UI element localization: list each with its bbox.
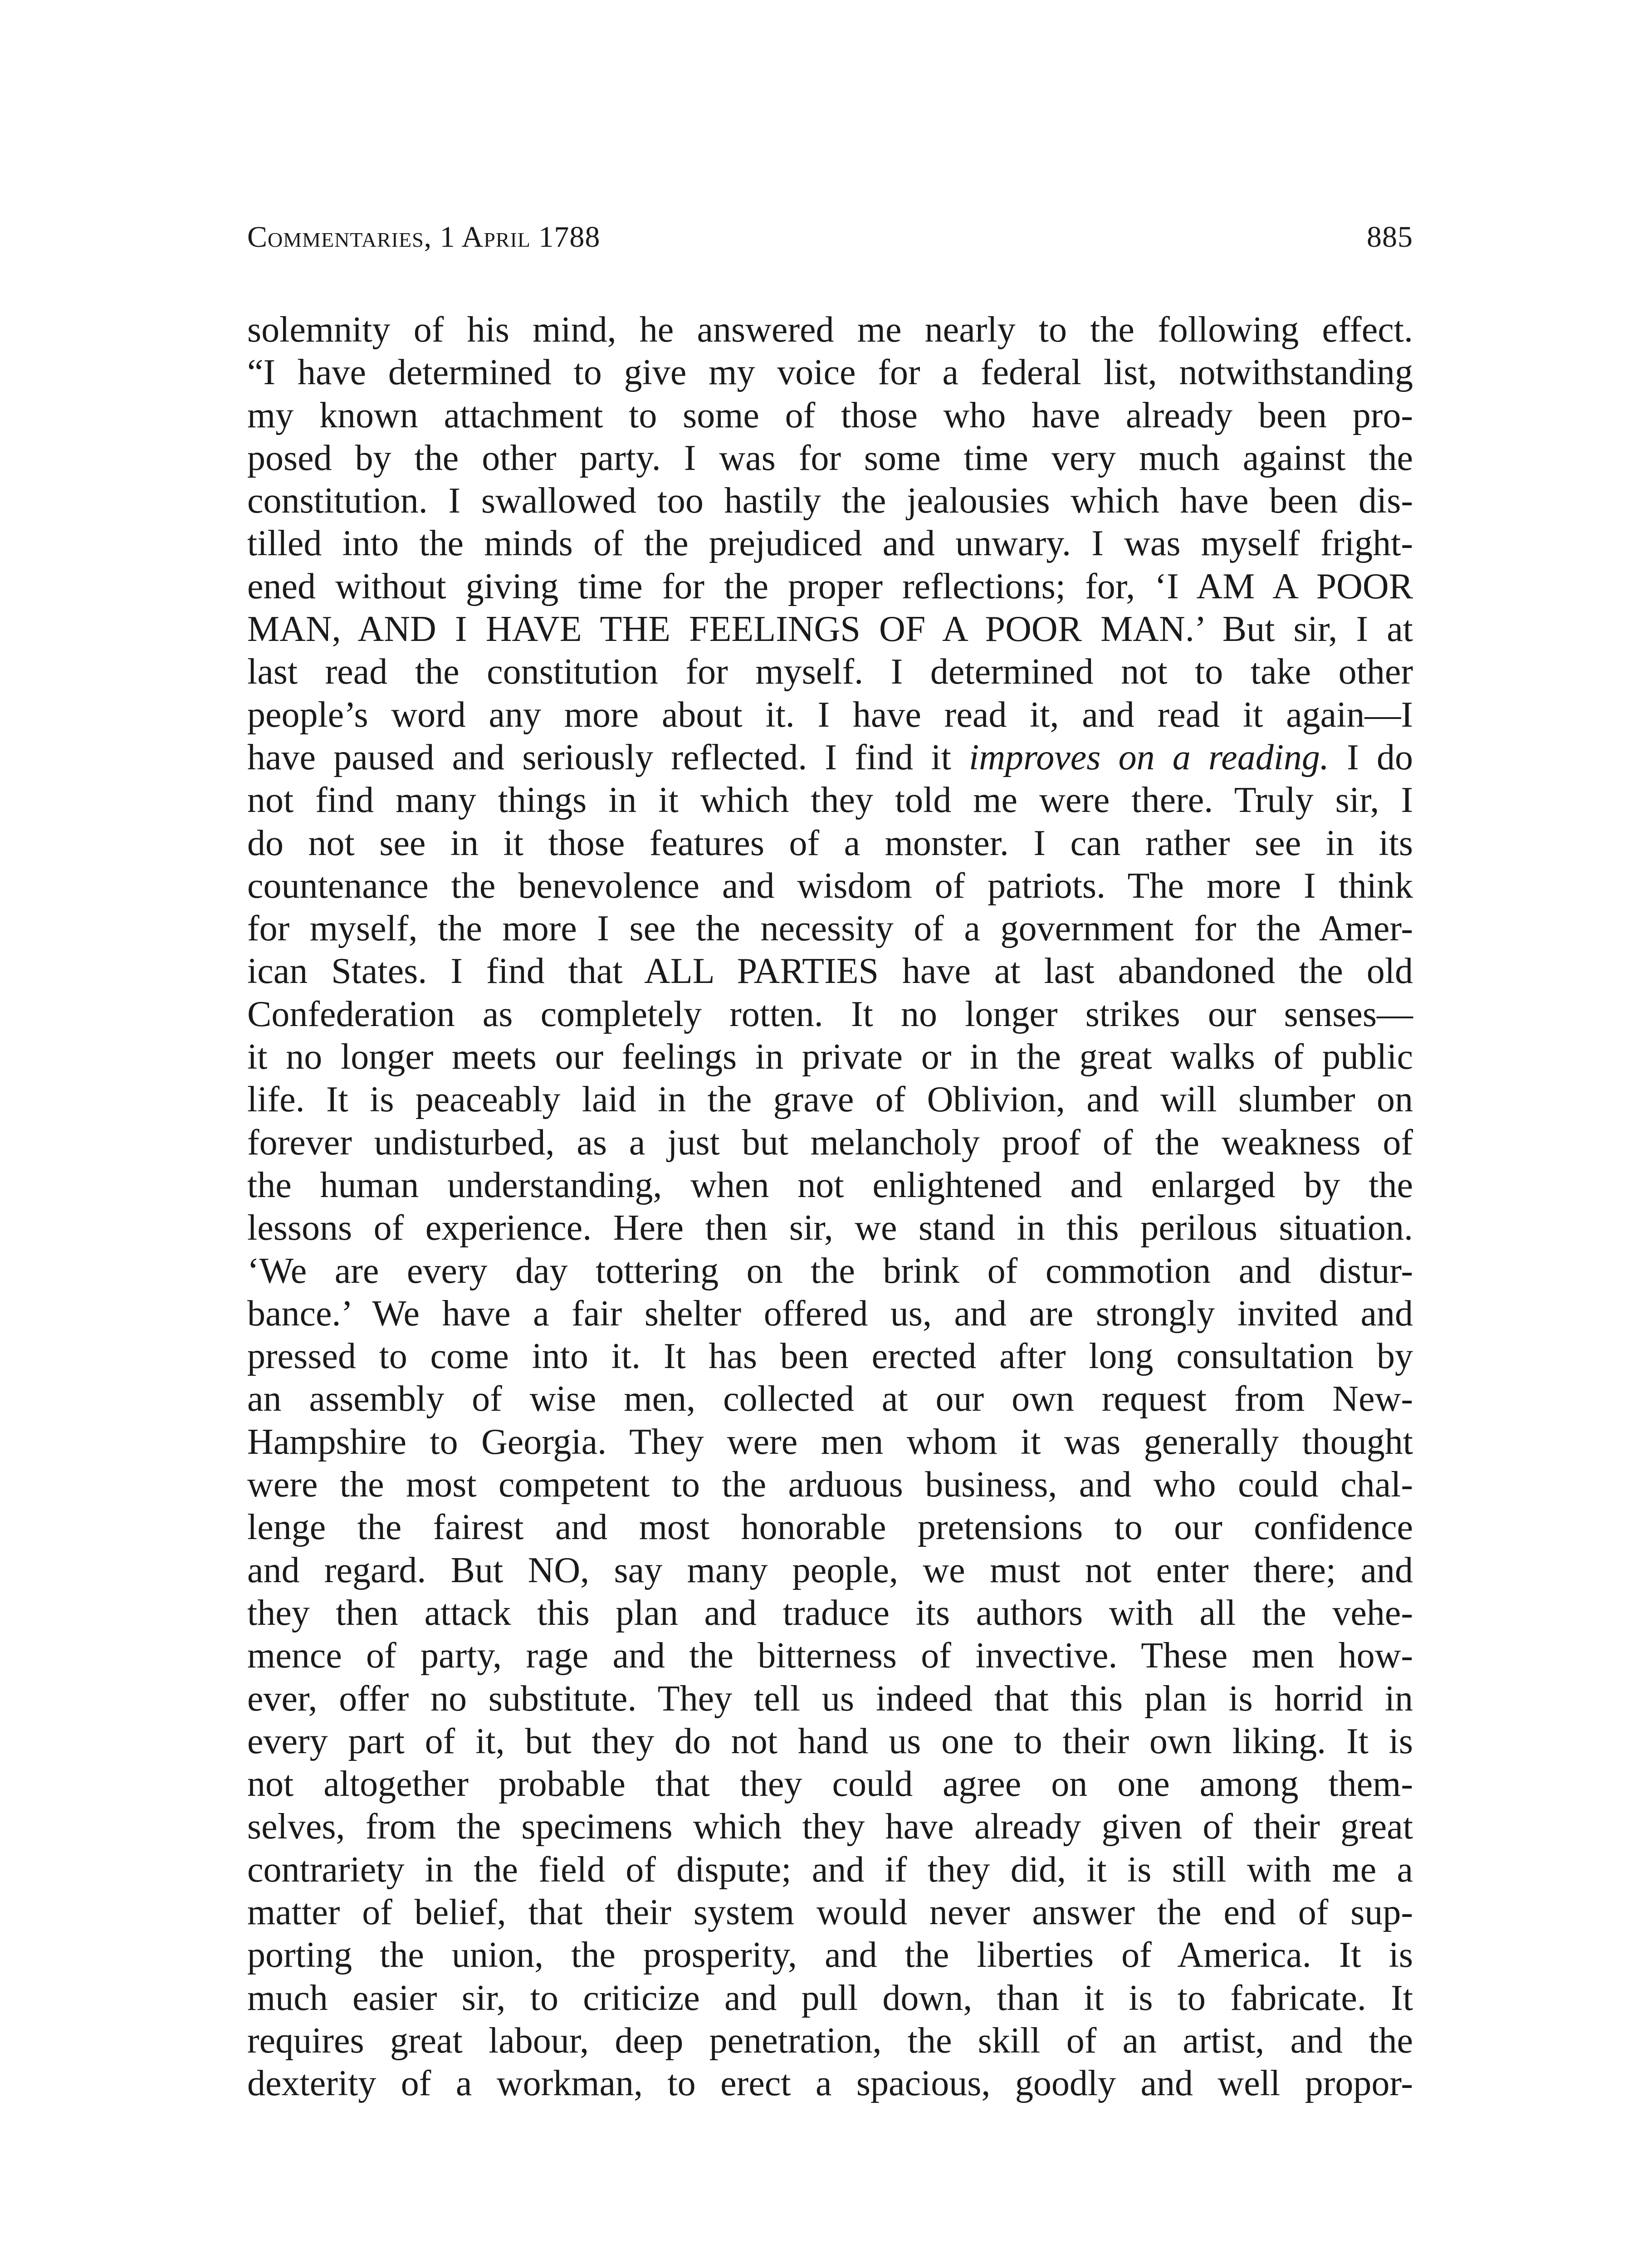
- text-line: forever undisturbed, as a just but melancholy proof of the weakness of: [247, 1122, 1413, 1163]
- text-line: tilled into the minds of the prejudiced and unwary. I was myself fright-: [247, 523, 1413, 564]
- text-line: not find many things in it which they told me were there. Truly sir, I: [247, 780, 1413, 821]
- text-line: my known attachment to some of those who have already been pro-: [247, 395, 1413, 435]
- italic-emphasis: improves on a reading.: [969, 737, 1329, 777]
- text-line: much easier sir, to criticize and pull down, than it is to fabricate. It: [247, 1978, 1413, 2018]
- text-line: solemnity of his mind, he answered me nearly to the following effect.: [247, 310, 1413, 350]
- text-line: Confederation as completely rotten. It no longer strikes our senses—: [247, 994, 1413, 1034]
- text-line-segment: have paused and seriously reflected. I find it: [247, 737, 969, 777]
- text-line: mence of party, rage and the bitterness of invective. These men how-: [247, 1636, 1413, 1676]
- text-line: posed by the other party. I was for some time very much against the: [247, 438, 1413, 478]
- text-line: requires great labour, deep penetration, the skill of an artist, and the: [247, 2020, 1413, 2061]
- text-line: life. It is peaceably laid in the grave of Oblivion, and will slumber on: [247, 1080, 1413, 1120]
- text-line: and regard. But NO, say many people, we must not enter there; and: [247, 1550, 1413, 1590]
- text-line: pressed to come into it. It has been erected after long consultation by: [247, 1336, 1413, 1377]
- text-line: porting the union, the prosperity, and the liberties of America. It is: [247, 1935, 1413, 1975]
- running-head-title: Commentaries, 1 April 1788: [247, 220, 601, 254]
- text-line: it no longer meets our feelings in private or in the great walks of public: [247, 1037, 1413, 1077]
- text-line: do not see in it those features of a monster. I can rather see in its: [247, 823, 1413, 863]
- text-line: for myself, the more I see the necessity of a government for the Amer-: [247, 909, 1413, 949]
- text-line: they then attack this plan and traduce its authors with all the vehe-: [247, 1593, 1413, 1633]
- text-line: ican States. I find that ALL PARTIES have at last abandoned the old: [247, 951, 1413, 992]
- text-line: contrariety in the field of dispute; and if they did, it is still with me a: [247, 1849, 1413, 1890]
- text-line: countenance the benevolence and wisdom of patriots. The more I think: [247, 865, 1413, 906]
- text-line: “I have determined to give my voice for a federal list, notwithstanding: [247, 352, 1413, 393]
- text-line-segment: I do: [1329, 737, 1413, 777]
- page-number: 885: [1367, 220, 1413, 254]
- text-line: not altogether probable that they could agree on one among them-: [247, 1764, 1413, 1804]
- text-line: the human understanding, when not enlightened and enlarged by the: [247, 1165, 1413, 1205]
- text-line: ‘We are every day tottering on the brink of commotion and distur-: [247, 1251, 1413, 1291]
- text-line: ened without giving time for the proper reflections; for, ‘I AM A POOR: [247, 566, 1413, 606]
- text-line: constitution. I swallowed too hastily the jealousies which have been dis-: [247, 481, 1413, 521]
- text-line: lessons of experience. Here then sir, we stand in this perilous situation.: [247, 1208, 1413, 1248]
- text-line: matter of belief, that their system would never answer the end of sup-: [247, 1892, 1413, 1932]
- running-head: [247, 217, 1413, 258]
- text-line: dexterity of a workman, to erect a spacious, goodly and well propor-: [247, 2063, 1413, 2104]
- text-line: ever, offer no substitute. They tell us indeed that this plan is horrid in: [247, 1678, 1413, 1719]
- text-line: last read the constitution for myself. I determined not to take other: [247, 652, 1413, 692]
- text-line: MAN, AND I HAVE THE FEELINGS OF A POOR MAN.’ But sir, I at: [247, 609, 1413, 650]
- text-line: selves, from the specimens which they have already given of their great: [247, 1807, 1413, 1847]
- body-text: [247, 308, 1413, 2105]
- text-line: were the most competent to the arduous business, and who could chal-: [247, 1465, 1413, 1505]
- text-line: every part of it, but they do not hand us one to their own liking. It is: [247, 1721, 1413, 1761]
- text-line: an assembly of wise men, collected at our own request from New-: [247, 1379, 1413, 1419]
- text-line: [247, 736, 1413, 779]
- text-line: Hampshire to Georgia. They were men whom it was generally thought: [247, 1422, 1413, 1462]
- text-line: lenge the fairest and most honorable pretensions to our confidence: [247, 1507, 1413, 1548]
- text-line: bance.’ We have a fair shelter offered us, and are strongly invited and: [247, 1293, 1413, 1334]
- text-line: people’s word any more about it. I have read it, and read it again—I: [247, 694, 1413, 735]
